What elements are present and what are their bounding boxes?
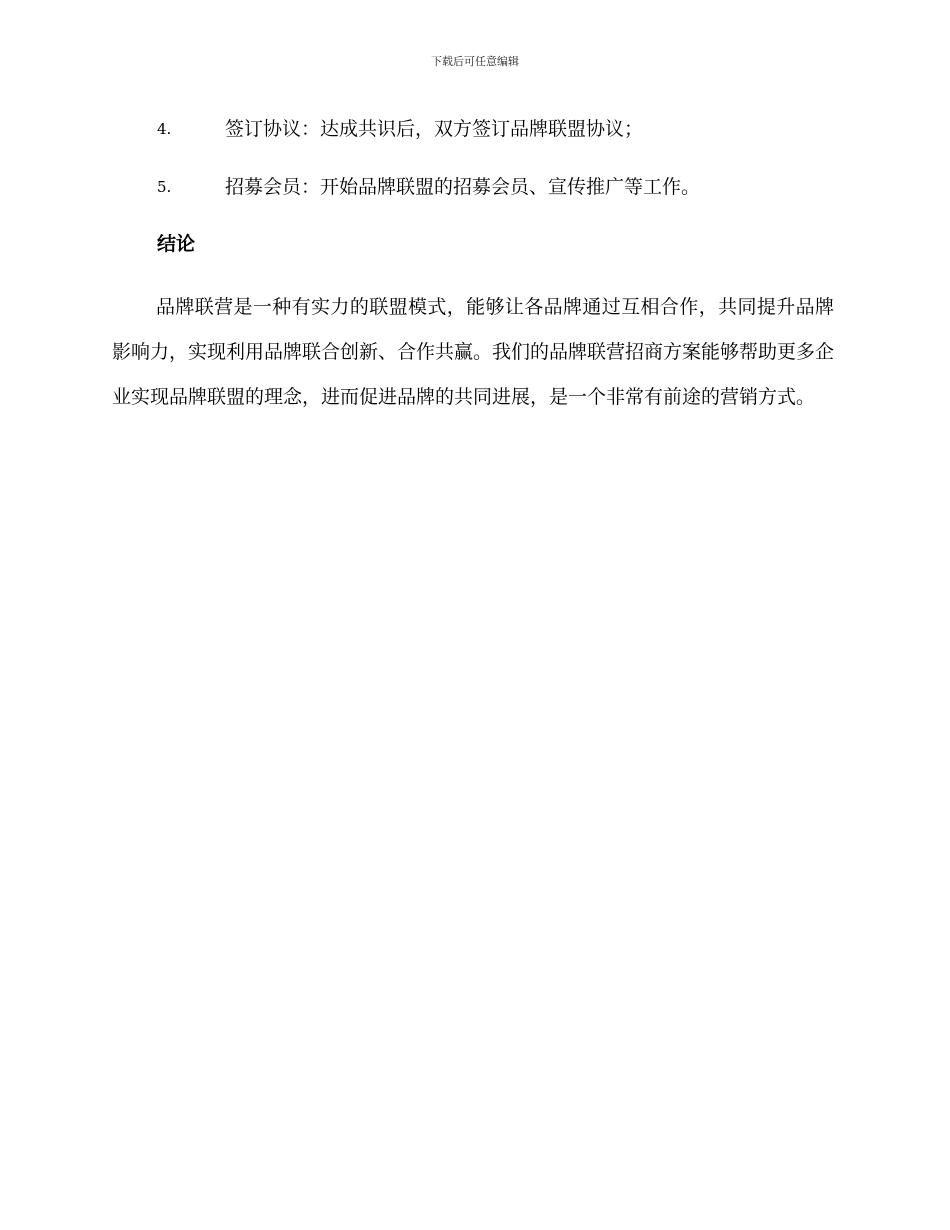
list-item-4 (157, 114, 837, 144)
header-note: 下载后可任意编辑 (431, 55, 519, 68)
conclusion-heading: 结论 (157, 233, 196, 255)
list-item-number: 4. (157, 120, 172, 138)
list-item-text: 招募会员：开始品牌联盟的招募会员、宣传推广等工作。 (225, 176, 701, 198)
list-item-number: 5. (157, 178, 172, 196)
conclusion-paragraph: 品牌联营是一种有实力的联盟模式，能够让各品牌通过互相合作，共同提升品牌影响力，实现利用品牌联合创新、合作共赢。我们的品牌联营招商方案能够帮助更多企业实现品牌联盟的理念，进而促进品牌的共同进展，是一个非常有前途的营销方式。 (112, 296, 835, 408)
list-item-text: 签订协议：达成共识后，双方签订品牌联盟协议； (225, 118, 644, 140)
list-item-5 (157, 172, 837, 202)
